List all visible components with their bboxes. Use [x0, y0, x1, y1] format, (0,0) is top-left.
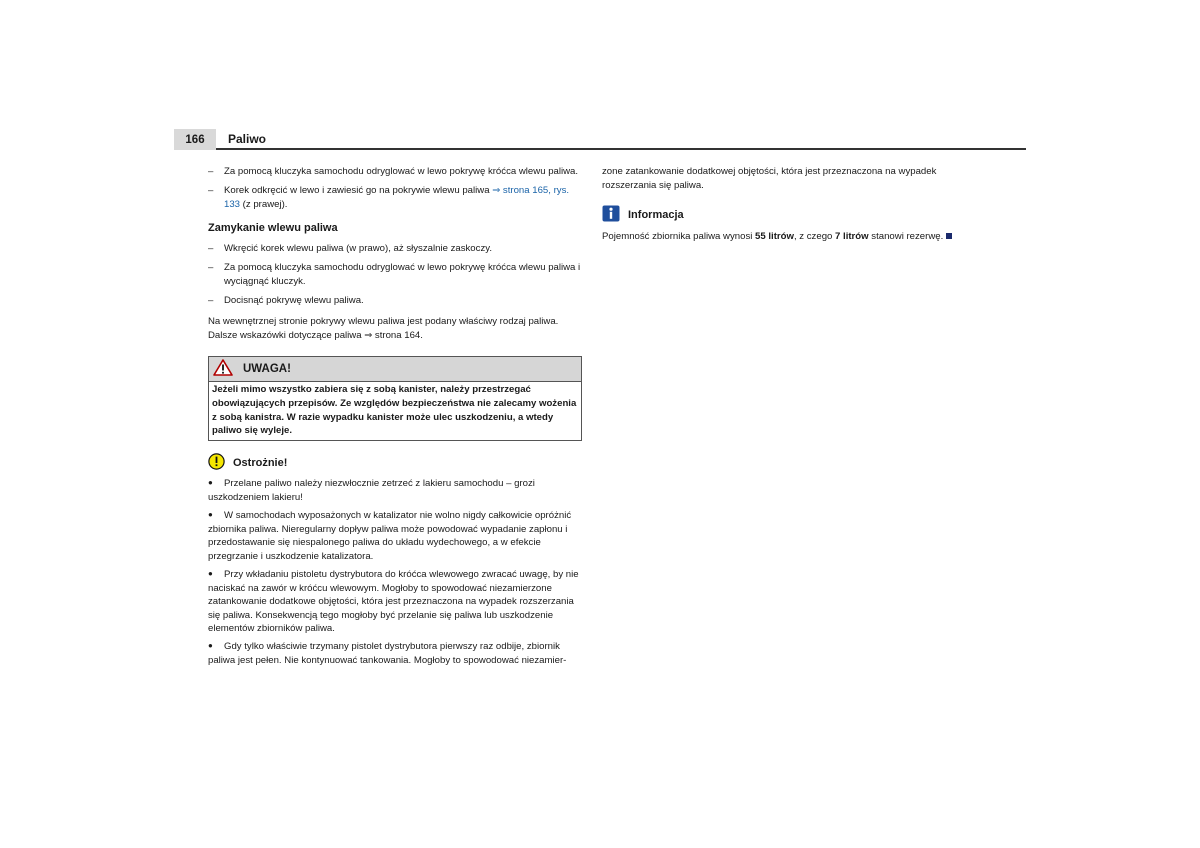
dash-marker: – [208, 261, 214, 273]
dash-marker: – [208, 242, 214, 254]
bullet-marker: ● [208, 641, 213, 651]
info-text-part: stanowi rezerwę. [868, 230, 944, 242]
info-title: Informacja [628, 209, 684, 222]
warning-title: UWAGA! [243, 362, 291, 375]
bullet-marker: ● [208, 510, 213, 520]
step-text: Za pomocą kluczyka samochodu odryglować w lewo pokrywę króćca wlewu paliwa i wyciągnąć kluczyk. [224, 261, 581, 287]
caution-header [208, 453, 582, 475]
page-number: 166 [174, 129, 216, 150]
bullet-marker: ● [208, 568, 213, 578]
caution-title: Ostrożnie! [233, 456, 288, 469]
paragraph-line: Na wewnętrznej stronie pokrywy wlewu paliwa jest podany właściwy rodzaj paliwa. [208, 316, 559, 328]
caution-item-text: Przelane paliwo należy niezwłocznie zetrzeć z lakieru samochodu – grozi uszkodzeniem lakieru! [208, 478, 535, 503]
info-icon [602, 205, 620, 227]
reserve-value: 7 litrów [835, 230, 869, 242]
warning-header [209, 357, 581, 382]
dash-marker: – [208, 294, 214, 306]
step-item [208, 242, 582, 256]
section-heading: Zamykanie wlewu paliwa [208, 222, 338, 235]
info-text-part: Pojemność zbiornika paliwa wynosi [602, 230, 756, 242]
caution-item [208, 476, 582, 504]
info-text [602, 230, 982, 244]
step-text: Docisnąć pokrywę wlewu paliwa. [224, 294, 364, 306]
page-reference-link[interactable]: ⇒ strona 165, rys. 133 [224, 185, 570, 210]
step-item [208, 165, 582, 179]
caution-item [208, 567, 582, 636]
caution-item-text: Gdy tylko właściwie trzymany pistolet dystrybutora pierwszy raz odbije, zbiornik paliwa jest pełen. Nie kontynuować tankowania. Mogłoby to spowodować niezamier- [208, 641, 567, 667]
step-text: Korek odkręcić w lewo i zawiesić go na pokrywie wlewu paliwa [224, 185, 493, 197]
tank-capacity-value: 55 litrów [755, 230, 794, 242]
end-of-section-mark [946, 233, 952, 239]
step-text: Za pomocą kluczyka samochodu odryglować w lewo pokrywę króćca wlewu paliwa. [224, 166, 579, 177]
warning-box [208, 356, 582, 440]
warning-text: Jeżeli mimo wszystko zabiera się z sobą kanister, należy przestrzegać obowiązujących przepisów. Ze względów bezpieczeństwa nie zalecamy wożenia z sobą kanistra. W razie wypadku kanister może ulec uszkodzeniu, a wtedy paliwo się wyleje. [212, 384, 577, 437]
caution-item-text: Przy wkładaniu pistoletu dystrybutora do króćca wlewowego zwracać uwagę, by nie naciskać na zawór w króćcu wlewowym. Mogłoby to spowodować niezamierzone zatankowanie dodatkowe objętości, która jest przeznaczona na wypadek rozszerzania się paliwa. Konsekwencją tego mogłoby być przelanie się paliwa lub uszkodzenie elementów zbiorników paliwa. [208, 568, 579, 635]
dash-marker: – [208, 185, 214, 197]
warning-triangle-icon [213, 359, 233, 381]
step-item [208, 261, 582, 288]
info-header [602, 205, 982, 227]
step-text: Wkręcić korek wlewu paliwa (w prawo), aż słyszalnie zaskoczy. [224, 242, 492, 254]
bullet-marker: ● [208, 478, 213, 488]
left-column [208, 165, 582, 671]
info-text-part: , z czego [793, 230, 836, 242]
step-text: (z prawej). [240, 198, 288, 210]
continuation-text: zone zatankowanie dodatkowej objętości, która jest przeznaczona na wypadek rozszerzania się paliwa. [602, 166, 937, 191]
step-item [208, 184, 582, 211]
paragraph-line: Dalsze wskazówki dotyczące paliwa ⇒ strona 164. [208, 329, 423, 341]
caution-item-text: W samochodach wyposażonych w katalizator nie wolno nigdy całkowicie opróżnić zbiornika paliwa. Nieregularny dopływ paliwa może powodować wypadanie zapłonu i przedostawanie się niespalonego paliwa do układu wydechowego, a w efekcie przegrzanie i uszkodzenie katalizatora. [208, 510, 572, 562]
page-title: Paliwo [228, 132, 267, 146]
body-paragraph [208, 315, 582, 342]
caution-item [208, 508, 582, 563]
header-divider [216, 148, 1026, 150]
caution-item [208, 639, 582, 667]
step-item [208, 294, 582, 308]
caution-exclamation-icon [208, 453, 225, 475]
dash-marker: – [208, 166, 214, 177]
right-column [602, 165, 982, 243]
